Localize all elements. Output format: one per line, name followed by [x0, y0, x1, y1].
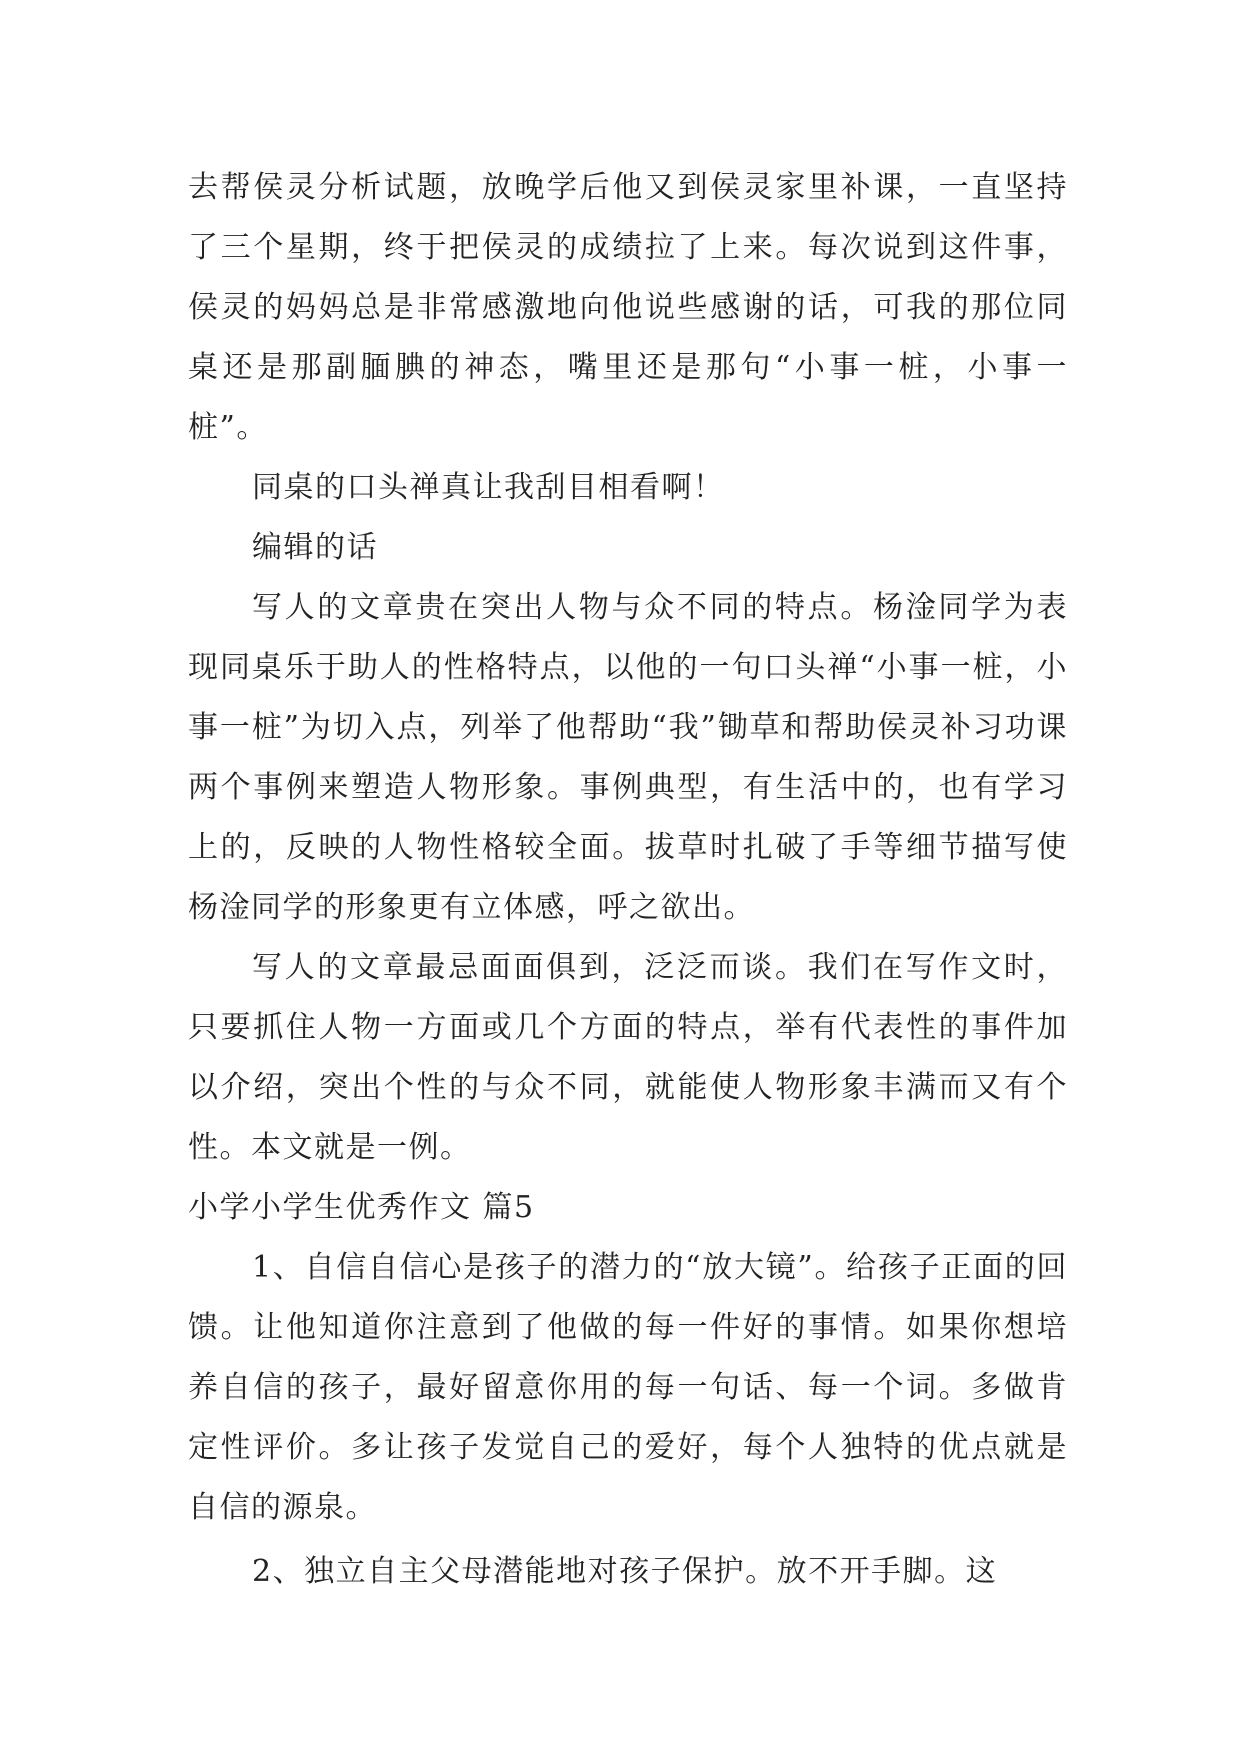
paragraph-exclamation: 同桌的口头禅真让我刮目相看啊！: [252, 470, 725, 505]
paragraph-continuation: 去帮侯灵分析试题，放晚学后他又到侯灵家里补课，一直坚持了三个星期，终于把侯灵的成绩拉了上来。每次说到这件事，侯灵的妈妈总是非常感激地向他说些感谢的话，可我的那位同桌还是那副腼腆的神态，嘴里还是那句“小事一桩，小事一桩”。: [188, 170, 1068, 445]
paragraph-editor-comment-2: 写人的文章最忌面面俱到，泛泛而谈。我们在写作文时，只要抓住人物一方面或几个方面的特点，举有代表性的事件加以介绍，突出个性的与众不同，就能使人物形象丰满而又有个性。本文就是一例。: [188, 950, 1068, 1165]
document-body: [188, 158, 1068, 1602]
paragraph-confidence: 1、自信自信心是孩子的潜力的“放大镜”。给孩子正面的回馈。让他知道你注意到了他做的每一件好的事情。如果你想培养自信的孩子，最好留意你用的每一句话、每一个词。多做肯定性评价。多让孩子发觉自己的爱好，每个人独特的优点就是自信的源泉。: [188, 1250, 1068, 1525]
paragraph-editor-note-title: 编辑的话: [252, 530, 378, 565]
section-heading: 小学小学生优秀作文 篇5: [188, 1190, 535, 1225]
paragraph-independence: 2、独立自主父母潜能地对孩子保护。放不开手脚。这: [252, 1554, 998, 1589]
paragraph-editor-comment-1: 写人的文章贵在突出人物与众不同的特点。杨淦同学为表现同桌乐于助人的性格特点，以他的一句口头禅“小事一桩，小事一桩”为切入点，列举了他帮助“我”锄草和帮助侯灵补习功课两个事例来塑造人物形象。事例典型，有生活中的，也有学习上的，反映的人物性格较全面。拔草时扎破了手等细节描写使杨淦同学的形象更有立体感，呼之欲出。: [188, 590, 1068, 925]
